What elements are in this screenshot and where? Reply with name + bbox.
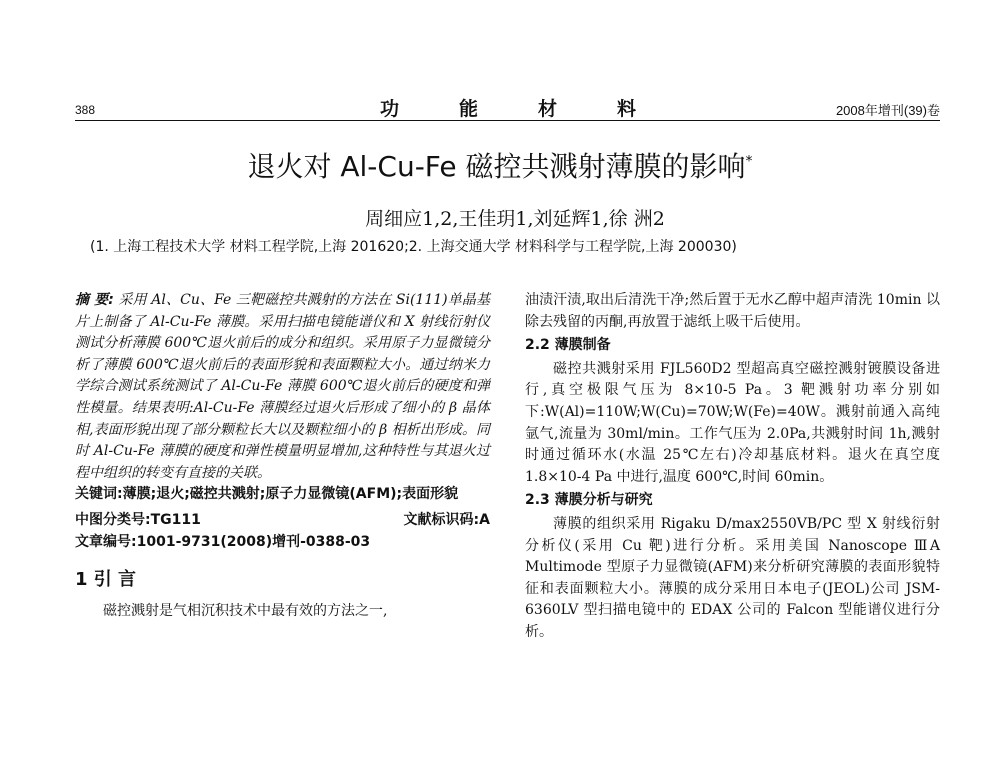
authors: 周细应1,2,王佳玥1,刘延辉1,徐 洲2	[365, 208, 665, 230]
doc-code	[404, 510, 490, 532]
abstract	[75, 290, 490, 484]
running-header	[75, 94, 940, 121]
clc-value: TG111	[150, 511, 201, 528]
affiliations: (1. 上海工程技术大学 材料工程学院,上海 201620;2. 上海交通大学 材料科学与工程学院,上海 200030)	[90, 239, 737, 255]
classification-row	[75, 510, 490, 532]
doc-value: A	[479, 511, 490, 528]
intro-paragraph: 磁控溅射是气相沉积技术中最有效的方法之一,	[103, 602, 388, 619]
keywords	[75, 484, 490, 506]
page-number: 388	[75, 103, 96, 117]
clc-code	[75, 510, 201, 532]
section-heading-intro: 1 引 言	[75, 569, 137, 591]
section-2-2-paragraph: 磁控共溅射采用 FJL560D2 型超高真空磁控溅射镀膜设备进行,真空极限气压为 8×10-5 Pa。3 靶溅射功率分别如下:W(Al)=110W;W(Cu)=70W;W(Fe)=40W。溅射前通入高纯氩气,流量为 30ml/min。工作气压为 2.0Pa,共溅射时间 1h,溅射时通过循环水(水温 25℃左右)冷却基底材料。退火在真空度 1.8×10-4 Pa 中进行,温度 600℃,时间 60min。	[525, 360, 940, 485]
keywords-text: 薄膜;退火;磁控共溅射;原子力显微镜(AFM);表面形貌	[122, 486, 459, 503]
article-number: 文章编号:1001-9731(2008)增刊-0388-03	[75, 533, 371, 550]
article-title-block	[0, 145, 1000, 185]
abstract-text: 采用 Al、Cu、Fe 三靶磁控共溅射的方法在 Si(111)单晶基片上制备了 Al-Cu-Fe 薄膜。采用扫描电镜能谱仪和 X 射线衍射仪测试分析薄膜 600℃退火前后的成分和组织。采用原子力显微镜分析了薄膜 600℃退火前后的表面形貌和表面颗粒大小。通过纳米力学综合测试系统测试了 Al-Cu-Fe 薄膜 600℃退火前后的硬度和弹性模量。结果表明:Al-Cu-Fe 薄膜经过退火后形成了细小的 β 晶体相,表面形貌出现了部分颗粒长大以及颗粒细小的 β 相析出形成。同时 Al-Cu-Fe 薄膜的硬度和弹性模量明显增加,这种特性与其退火过程中组织的转变有直接的关联。	[75, 292, 490, 481]
continued-paragraph: 油渍汗渍,取出后清洗干净;然后置于无水乙醇中超声清洗 10min 以除去残留的丙酮,再放置于滤纸上吸干后使用。	[525, 292, 940, 330]
issue-info: 2008年增刊(39)卷	[835, 103, 940, 118]
section-2-3-paragraph: 薄膜的组织采用 Rigaku D/max2550VB/PC 型 X 射线衍射分析仪(采用 Cu 靶)进行分析。采用美国 Nanoscope ⅢA Multimode 型原子力显微镜(AFM)来分析研究薄膜的表面形貌特征和表面颗粒大小。薄膜的成分采用日本电子(JEOL)公司 JSM-6360LV 型扫描电镜中的 EDAX 公司的 Falcon 型能谱仪进行分析。	[525, 515, 940, 640]
clc-label: 中图分类号:	[75, 511, 151, 528]
section-heading-2-3: 2.3 薄膜分析与研究	[525, 492, 653, 509]
abstract-label: 摘 要:	[75, 292, 114, 308]
right-column	[525, 290, 940, 644]
title-footnote-mark: *	[745, 153, 753, 170]
journal-name: 功能材料	[380, 98, 697, 120]
section-heading-2-2: 2.2 薄膜制备	[525, 337, 611, 354]
keywords-label: 关键词:	[75, 486, 123, 503]
doc-label: 文献标识码:	[403, 511, 480, 528]
article-title: 退火对 Al-Cu-Fe 磁控共溅射薄膜的影响	[247, 150, 746, 183]
left-column	[75, 290, 490, 622]
